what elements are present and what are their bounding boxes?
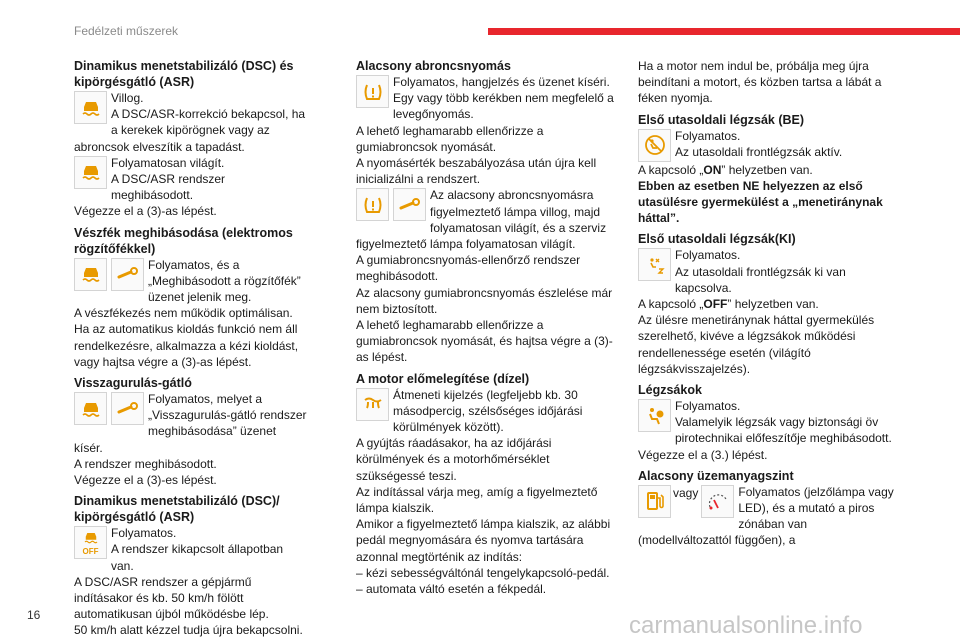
glow-entry <box>356 387 618 436</box>
fuel-entry <box>638 484 900 549</box>
wrench-icon <box>393 188 426 221</box>
fuel-pump-icon <box>638 485 671 518</box>
section-title-dsc: Dinamikus menetstabilizáló (DSC) és kipörgésgátló (ASR) <box>74 59 294 89</box>
tyre-reset: A nyomásérték beszabályozása után újra kell inicializálni a rendszert. <box>356 156 597 187</box>
dsc-flashing-entry <box>74 90 307 155</box>
airbag-icon <box>638 399 671 432</box>
section-title-airbag-on: Első utasoldali légzsák (BE) <box>638 112 805 127</box>
tyre-pressure-icon <box>356 75 389 108</box>
section-title-emergency-brake: Vészfék meghibásodása (elektromos rögzítőfékkel) <box>74 225 293 256</box>
skid-car-icon <box>74 258 107 291</box>
tyre-fault-detect: Az alacsony gumiabroncsnyomás észlelése már nem biztosított. <box>356 285 613 316</box>
tyre-check: A lehető leghamarabb ellenőrizze a gumiabroncsok nyomását. <box>356 123 544 154</box>
watermark: carmanualsonline.info <box>629 612 863 639</box>
dsc-steady-action: Végezze el a (3)-as lépést. <box>74 204 217 219</box>
dsc-off-entry <box>74 525 307 574</box>
skid-car-off-icon <box>74 526 107 559</box>
glow-start: Amikor a figyelmeztető lámpa kialszik, az alábbi pedál megnyomására és nyomva tartására azonnal megtörténik az indítás: <box>356 517 611 564</box>
page-number: 16 <box>27 608 41 622</box>
tyre-fault-effect: A gumiabroncsnyomás-ellenőrző rendszer meghibásodott. <box>356 253 581 284</box>
wrench-icon <box>111 392 144 425</box>
section-title-hill-start: Visszagurulás-gátló <box>74 376 192 391</box>
switch-on-label: ON <box>703 162 722 177</box>
tyre-pressure-icon <box>356 188 389 221</box>
switch-text-pre: A kapcsoló „ <box>638 162 704 177</box>
brake-entry <box>74 257 307 306</box>
section-title-airbag-off: Első utasoldali légzsák(KI) <box>638 232 796 247</box>
column-2 <box>356 58 618 597</box>
glow-manual: – kézi sebességváltónál tengelykapcsoló-pedál. <box>356 565 610 580</box>
fuel-or-word: vagy <box>673 485 699 500</box>
airbag-on-entry <box>638 128 900 162</box>
brake-action: Ha az automatikus kioldás funkció nem áll rendelkezésre, alkalmazza a kézi kioldást, vagy hajtsa végre a (3)-as lépést. <box>74 322 299 369</box>
dsc-off-restart: A DSC/ASR rendszer a gépjármű indításakor és kb. 50 km/h fölött automatikusan újból működésbe lép. <box>74 574 269 622</box>
off-label: OFF <box>82 546 99 556</box>
glow-condition: A gyújtás ráadásakor, ha az időjárási körülmények és a motorhőmérséklet szükségessé teszi. <box>356 436 552 483</box>
section-title-dsc-off: Dinamikus menetstabilizáló (DSC)/ kipörgésgátló (ASR) <box>74 494 280 525</box>
passenger-airbag-off-icon <box>638 248 671 281</box>
glow-desc: Átmeneti kijelzés (legfeljebb kb. 30 másodpercig, szélsőséges időjárási körülmények között). <box>393 387 583 435</box>
airbags-desc: Valamelyik légzsák vagy biztonsági öv pirotechnikai előfeszítője meghibásodott. <box>675 415 892 446</box>
section-title-tyre-pressure: Alacsony abroncsnyomás <box>356 59 511 73</box>
dsc-off-manual: 50 km/h alatt kézzel tudja újra bekapcsolni. <box>74 623 303 638</box>
dsc-off-desc: A rendszer kikapcsolt állapotban van. <box>111 542 284 573</box>
running-header: Fedélzeti műszerek <box>74 24 179 38</box>
rollback-entry <box>74 391 307 456</box>
wrench-icon <box>111 258 144 291</box>
switch-text-pre: A kapcsoló „ <box>638 297 704 312</box>
section-title-low-fuel: Alacsony üzemanyagszint <box>638 468 794 483</box>
airbag-off-note: Az ülésre menetiránynak háttal gyermekülés szerelhető, kivéve a légzsákok működési rendellenessége esetén (világító légzsákvisszajelzés). <box>638 313 875 376</box>
switch-text-post: ” helyzetben van. <box>721 162 813 177</box>
dsc-steady-desc: A DSC/ASR rendszer meghibásodott. <box>111 172 226 203</box>
skid-car-icon <box>74 392 107 425</box>
glow-wait: Az indítással várja meg, amíg a figyelmeztető lámpa kialszik. <box>356 484 598 516</box>
column-3 <box>638 58 900 549</box>
airbag-on-desc: Az utasoldali frontlégzsák aktív. <box>675 144 843 159</box>
rollback-desc: Folyamatos, melyet a „Visszagurulás-gátló rendszer meghibásodása” üzenet kísér. <box>74 392 307 455</box>
rollback-action: Végezze el a (3)-es lépést. <box>74 473 217 488</box>
skid-car-icon <box>74 156 107 189</box>
brake-desc: Folyamatos, és a „Meghibásodott a rögzítőfék” üzenet jelenik meg. <box>148 257 301 305</box>
header-accent-bar <box>488 28 960 35</box>
airbag-on-state: Folyamatos. <box>675 128 741 143</box>
column-1 <box>74 58 307 639</box>
glow-plug-icon <box>356 388 389 421</box>
tyre-fault-desc: Az alacsony abroncsnyomásra figyelmeztető lámpa villog, majd folyamatosan világít, és a szerviz figyelmeztető lámpa folyamatosan világít. <box>356 188 607 252</box>
dsc-steady-state: Folyamatosan világít. <box>111 155 225 170</box>
tyre-fault-entry <box>356 187 618 252</box>
airbags-action: Végezze el a (3.) lépést. <box>638 447 768 462</box>
airbag-on-warning: Ebben az esetben NE helyezzen az első utasülésre gyermekülést a „menetiránynak háttal”. <box>638 178 883 226</box>
tyre-fault-action: A lehető leghamarabb ellenőrizze a gumiabroncsok nyomását, és hajtsa végre a (3)-as lépést. <box>356 318 613 365</box>
brake-effect: A vészfékezés nem működik optimálisan. <box>74 306 293 321</box>
tyre-desc: Folyamatos, hangjelzés és üzenet kíséri. Egy vagy több kerékben nem megfelelő a levegőnyomás. <box>393 75 614 122</box>
fuel-gauge-icon <box>701 485 734 518</box>
switch-text-post: ” helyzetben van. <box>727 297 819 312</box>
section-title-airbags: Légzsákok <box>638 383 702 398</box>
airbag-off-entry <box>638 247 900 296</box>
dsc-flashing-state: Villog. <box>111 91 144 105</box>
tyre-entry <box>356 74 618 123</box>
skid-car-icon <box>74 91 107 124</box>
switch-off-label: OFF <box>703 297 728 312</box>
airbags-state: Folyamatos. <box>675 399 741 414</box>
airbag-off-state: Folyamatos. <box>675 248 741 263</box>
section-title-preheating: A motor előmelegítése (dízel) <box>356 371 530 386</box>
dsc-flashing-desc: A DSC/ASR-korrekció bekapcsol, ha a kerekek kipörögnek vagy az abroncsok elveszítik a tapadást. <box>74 107 306 154</box>
dsc-off-state: Folyamatos. <box>111 526 177 541</box>
rollback-effect: A rendszer meghibásodott. <box>74 456 217 471</box>
airbag-off-desc: Az utasoldali frontlégzsák ki van kapcsolva. <box>675 264 846 295</box>
dsc-steady-entry <box>74 155 307 220</box>
fuel-desc: Folyamatos (jelzőlámpa vagy LED), és a mutató a piros zónában van (modellváltozattól függően), a <box>638 484 894 548</box>
airbag-on-switch <box>638 162 900 178</box>
glow-retry: Ha a motor nem indul be, próbálja meg újra beindítani a motort, és közben tartsa a lábát a féken nyomja. <box>638 59 882 106</box>
glow-auto: – automata váltó esetén a fékpedál. <box>356 582 547 597</box>
passenger-airbag-on-icon <box>638 129 671 162</box>
airbag-off-switch <box>638 296 900 312</box>
airbags-entry <box>638 398 900 447</box>
